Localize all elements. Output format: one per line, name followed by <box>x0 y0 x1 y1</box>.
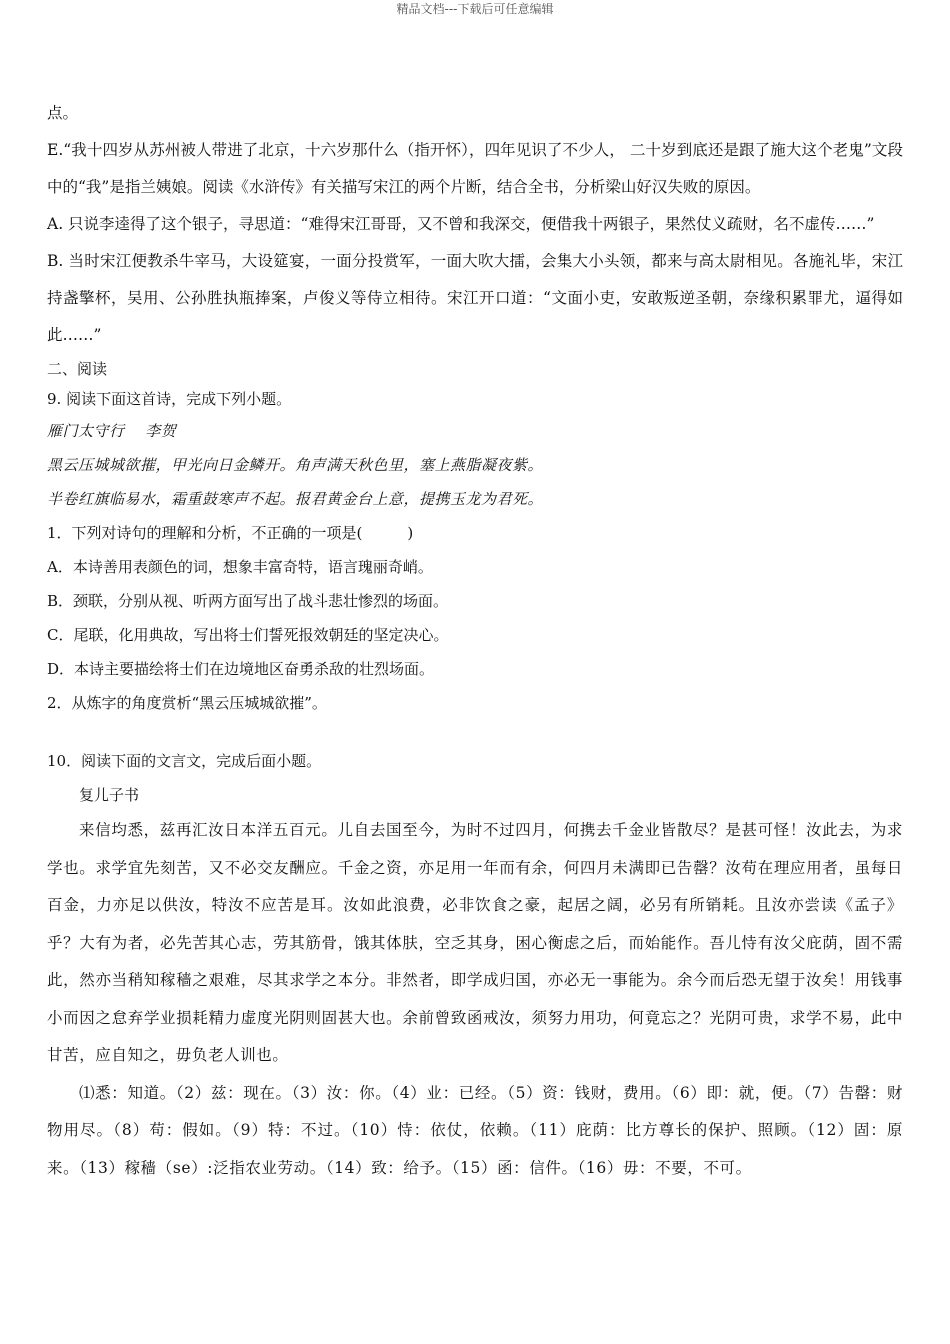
q10-intro: 10．阅读下面的文言文，完成后面小题。 <box>47 752 322 770</box>
excerpt-a: A. 只说李逵得了这个银子，寻思道：“难得宋江哥哥，又不曾和我深交，便借我十两银子，果然仗义疏财，名不虚传……” <box>47 215 875 233</box>
q9-option-a: A．本诗善用表颜色的词，想象丰富奇特，语言瑰丽奇峭。 <box>47 558 433 576</box>
page-header: 精品文档---下载后可任意编辑 <box>396 2 554 16</box>
continued-text: 点。 <box>47 104 79 122</box>
section-heading: 二、阅读 <box>47 360 108 378</box>
q9-option-b: B．颈联，分别从视、听两方面写出了战斗悲壮惨烈的场面。 <box>47 592 449 610</box>
spacer <box>47 720 903 744</box>
q9-option-d: D．本诗主要描绘将士们在边境地区奋勇杀敌的壮烈场面。 <box>47 660 435 678</box>
q9-sub1: 1．下列对诗句的理解和分析，不正确的一项是( ) <box>47 524 414 542</box>
q10-title: 复儿子书 <box>79 786 140 804</box>
poem-line-2: 半卷红旗临易水，霜重鼓寒声不起。报君黄金台上意，提携玉龙为君死。 <box>47 490 544 508</box>
excerpt-b: B. 当时宋江便教杀牛宰马，大设筵宴，一面分投赏军，一面大吹大擂，会集大小头领，都来与高太尉相见。各施礼毕，宋江持盏擎杯，吴用、公孙胜执瓶捧案，卢俊义等侍立相待。宋江开口道：“文面小吏，安敢叛逆圣朝，奈缘积累罪尤，逼得如此……” <box>47 252 903 344</box>
q10-notes: ⑴悉：知道。（2）兹：现在。（3）汝：你。（4）业：已经。（5）资：钱财，费用。（6）即：就，便。（7）告罄：财物用尽。（8）苟：假如。（9）特：不过。（10）恃：依仗，依赖。（11）庇荫：比方尊长的保护、照顾。（12）固：原来。（13）稼穑（se）:泛指农业劳动。（14）致：给予。（15）函：信件。（16）毋：不要，不可。 <box>47 1083 903 1177</box>
poem-title: 雁门太守行 李贺 <box>47 422 177 440</box>
poem-line-1: 黑云压城城欲摧，甲光向日金鳞开。角声满天秋色里，塞上燕脂凝夜紫。 <box>47 456 544 474</box>
q9-intro: 9. 阅读下面这首诗，完成下列小题。 <box>47 390 292 408</box>
q9-option-c: C．尾联，化用典故，写出将士们誓死报效朝廷的坚定决心。 <box>47 626 449 644</box>
q9-sub2: 2．从炼字的角度赏析“黑云压城城欲摧”。 <box>47 694 327 712</box>
document-body <box>47 95 903 1187</box>
option-e: E.“我十四岁从苏州被人带进了北京，十六岁那什么（指开怀），四年见识了不少人， 二十岁到底还是跟了施大这个老鬼”文段中的“我”是指兰姨娘。阅读《水浒传》有关描写宋江的两个片断，结合全书，分析梁山好汉失败的原因。 <box>47 141 903 196</box>
q10-body: 来信均悉，兹再汇汝日本洋五百元。儿自去国至今，为时不过四月，何携去千金业皆散尽？是甚可怪！汝此去，为求学也。求学宜先刻苦，又不必交友酬应。千金之资，亦足用一年而有余，何四月未满即已告罄？汝苟在理应用者，虽每日百金，力亦足以供汝，特汝不应苦是耳。汝如此浪费，必非饮食之豪，起居之阔，必另有所销耗。且汝亦尝读《孟子》乎？大有为者，必先苦其心志，劳其筋骨，饿其体肤，空乏其身，困心衡虑之后，而始能作。吾儿恃有汝父庇荫，固不需此，然亦当稍知稼穑之艰难，尽其求学之本分。非然者，即学成归国，亦必无一事能为。余今而后恐无望于汝矣！用钱事小而因之怠弃学业损耗精力虚度光阴则固甚大也。余前曾致函戒汝，须努力用功，何竟忘之？光阴可贵，求学不易，此中甘苦，应自知之，毋负老人训也。 <box>47 821 903 1064</box>
